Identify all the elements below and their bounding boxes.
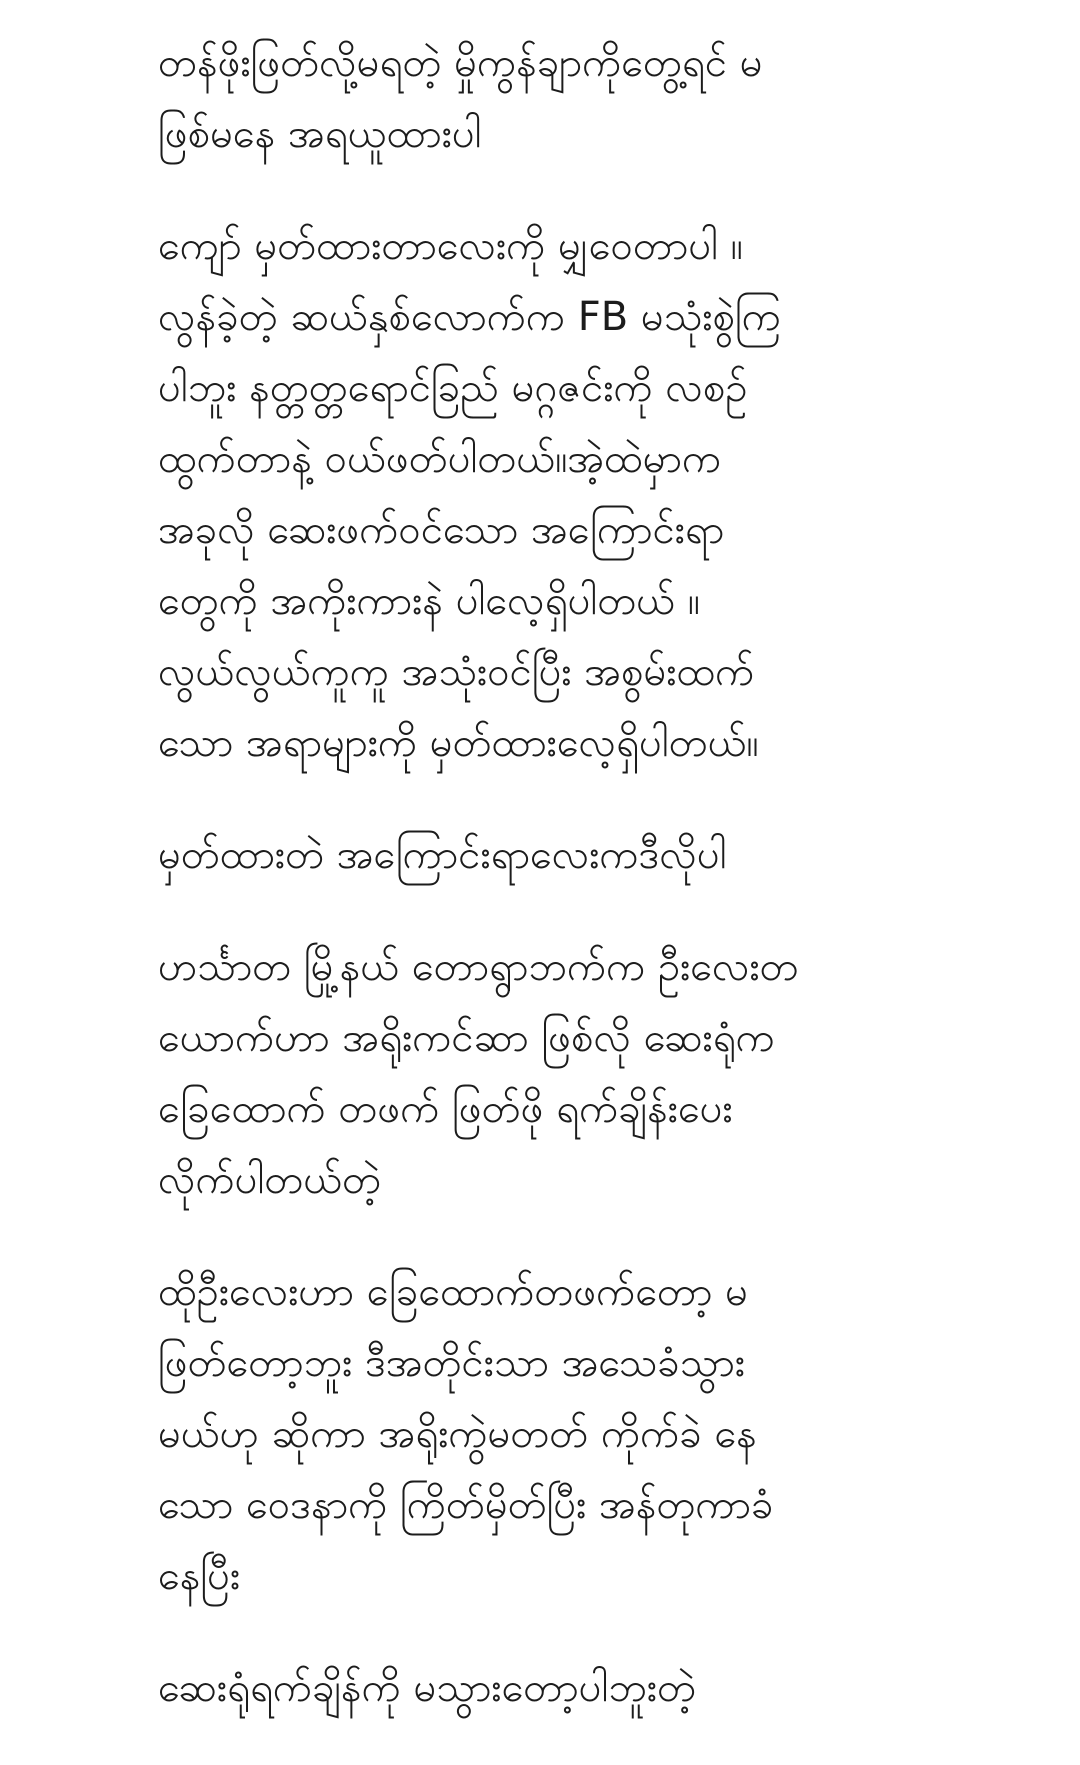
- paragraph-5: [158, 1257, 978, 1612]
- paragraph-3: [158, 820, 978, 891]
- text-line: လွန်ခဲ့တဲ့ ဆယ်နှစ်လောက်က FB မသုံးစွဲကြ: [158, 294, 781, 340]
- paragraph-4: [158, 932, 978, 1216]
- text-line: ကျော် မှတ်ထားတာလေးကို မျှဝေတာပါ ။: [158, 223, 743, 269]
- text-line: တွေကို အကိုးကားနဲ ပါလေ့ရှိပါတယ် ။: [158, 578, 700, 624]
- text-line: အခုလို ဆေးဖက်ဝင်သော အကြောင်းရာ: [158, 507, 725, 553]
- text-line: ထွက်တာနဲ့ ဝယ်ဖတ်ပါတယ်။အဲ့ထဲမှာက: [158, 436, 722, 482]
- text-line: ထိုဦးလေးဟာ ခြေထောက်တဖက်တော့ မ: [158, 1269, 748, 1315]
- text-line: ဆေးရုံရက်ချိန်ကို မသွားတော့ပါဘူးတဲ့: [158, 1665, 697, 1711]
- text-line: လွယ်လွယ်ကူကူ အသုံးဝင်ပြီး အစွမ်းထက်: [158, 649, 755, 695]
- paragraph-2: [158, 211, 978, 779]
- text-line: နေပြီး: [158, 1553, 241, 1599]
- text-line: မှတ်ထားတဲ အကြောင်းရာလေးကဒီလိုပါ: [158, 832, 727, 878]
- post-text: [158, 28, 978, 1765]
- text-line: သော အရာများကို မှတ်ထားလေ့ရှိပါတယ်။: [158, 720, 759, 766]
- text-line: ယောက်ဟာ အရိုးကင်ဆာ ဖြစ်လို ဆေးရုံက: [158, 1015, 775, 1061]
- text-line: တန်ဖိုးဖြတ်လို့မရတဲ့ မှိုကွန်ချာကိုတွေ့ရင် မ: [158, 40, 763, 86]
- text-line: ဖြစ်မနေ အရယူထားပါ: [158, 111, 482, 157]
- text-line: သော ဝေဒနာကို ကြိတ်မှိတ်ပြီး အန်တုကာခံ: [158, 1482, 774, 1528]
- paragraph-1: [158, 28, 978, 170]
- text-line: ဖြတ်တော့ဘူး ဒီအတိုင်းသာ အသေခံသွား: [158, 1340, 746, 1386]
- text-line: ဟင်္သာတ မြို့နယ် တောရွာဘက်က ဦးလေးတ: [158, 944, 799, 990]
- paragraph-6: [158, 1653, 978, 1724]
- text-line: ပါဘူး နတ္တတ္တရောင်ခြည် မဂ္ဂဇင်းကို လစဉ်: [158, 365, 748, 411]
- text-line: ခြေထောက် တဖက် ဖြတ်ဖို ရက်ချိန်းပေး: [158, 1086, 733, 1132]
- text-line: မယ်ဟု ဆိုကာ အရိုးကွဲမတတ် ကိုက်ခဲ နေ: [158, 1411, 757, 1457]
- text-line: လိုက်ပါတယ်တဲ့: [158, 1157, 382, 1203]
